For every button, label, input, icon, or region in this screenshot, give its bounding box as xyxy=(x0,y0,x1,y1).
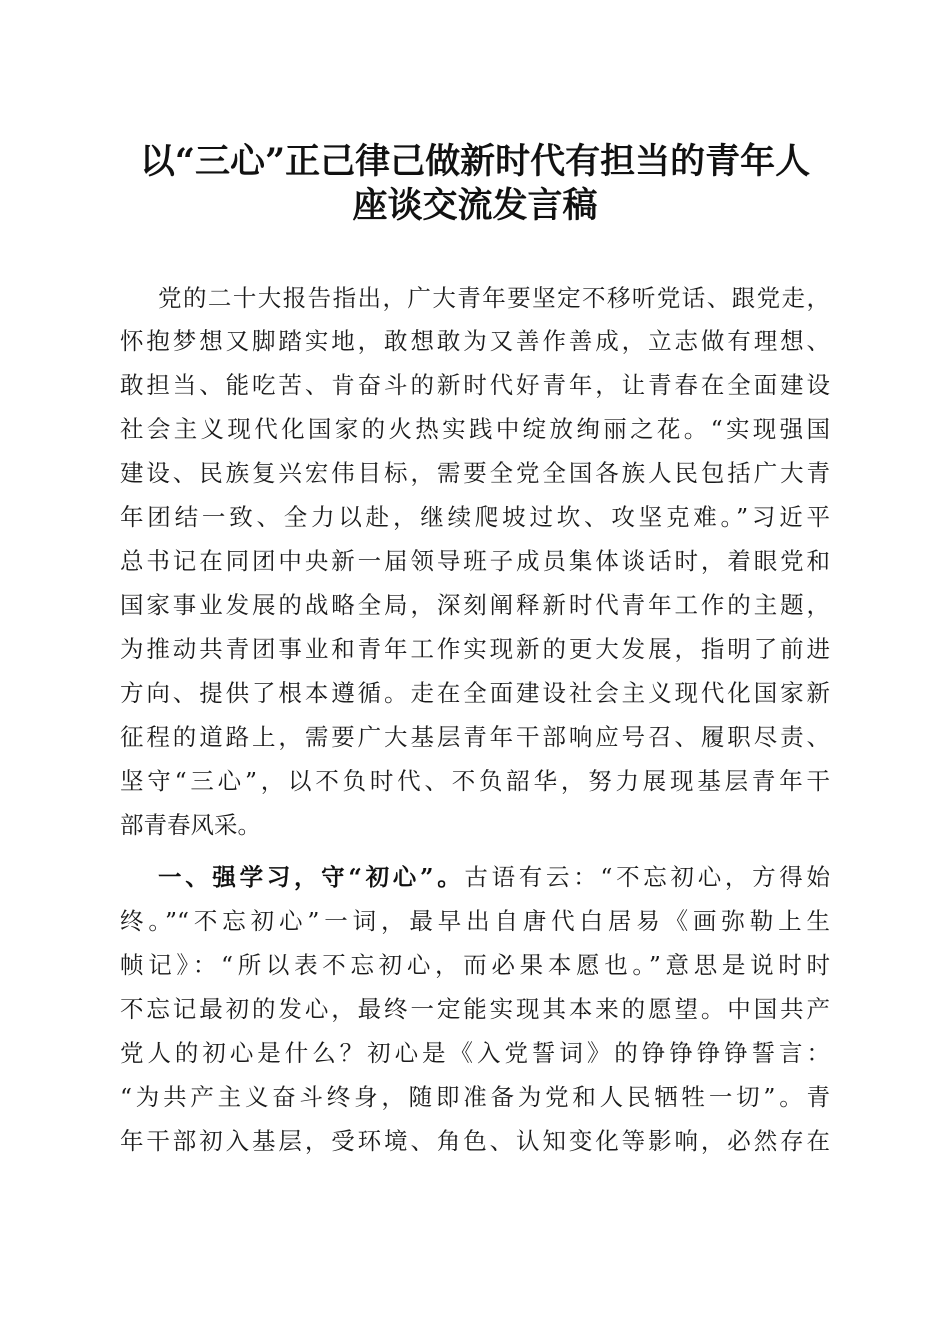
text-line: 建设、民族复兴宏伟目标，需要全党全国各族人民包括广大青 xyxy=(120,459,830,487)
text-line: 部青春风采。 xyxy=(120,811,261,839)
text-line: 怀抱梦想又脚踏实地，敢想敢为又善作善成，立志做有理想、 xyxy=(120,327,830,355)
document-title-line-1: 以“三心”正己律己做新时代有担当的青年人 xyxy=(139,141,811,182)
text-line: 敢担当、能吃苦、肯奋斗的新时代好青年，让青春在全面建设 xyxy=(120,371,830,399)
text-line: 不忘记最初的发心，最终一定能实现其本来的愿望。中国共产 xyxy=(120,995,830,1023)
text-line: 党的二十大报告指出，广大青年要坚定不移听党话、跟党走， xyxy=(158,284,830,312)
text-line: 党人的初心是什么？初心是《入党誓词》的铮铮铮铮誓言： xyxy=(120,1039,830,1067)
text-line xyxy=(158,863,830,891)
text-line: 征程的道路上，需要广大基层青年干部响应号召、履职尽责、 xyxy=(120,723,830,751)
text-span: 古语有云：“不忘初心，方得始 xyxy=(464,863,830,891)
text-line: 帧记》：“所以表不忘初心，而必果本愿也。”意思是说时时 xyxy=(120,951,830,979)
text-line: 为推动共青团事业和青年工作实现新的更大发展，指明了前进 xyxy=(120,635,830,663)
text-line: 年团结一致、全力以赴，继续爬坡过坎、攻坚克难。”习近平 xyxy=(120,503,830,531)
text-line: 坚守“三心”，以不负时代、不负韶华，努力展现基层青年干 xyxy=(120,767,830,795)
text-line: 社会主义现代化国家的火热实践中绽放绚丽之花。“实现强国 xyxy=(120,415,830,443)
text-line: 年干部初入基层，受环境、角色、认知变化等影响，必然存在 xyxy=(120,1127,830,1155)
section-heading: 一、强学习，守“初心”。 xyxy=(158,863,465,891)
text-line: 国家事业发展的战略全局，深刻阐释新时代青年工作的主题， xyxy=(120,591,830,619)
text-line: 终。”“不忘初心”一词，最早出自唐代白居易《画弥勒上生 xyxy=(120,907,830,935)
text-line: “为共产主义奋斗终身，随即准备为党和人民牺牲一切”。青 xyxy=(120,1083,830,1111)
text-line: 总书记在同团中央新一届领导班子成员集体谈话时，着眼党和 xyxy=(120,547,830,575)
text-line: 方向、提供了根本遵循。走在全面建设社会主义现代化国家新 xyxy=(120,679,830,707)
document-title-line-2: 座谈交流发言稿 xyxy=(352,185,598,226)
